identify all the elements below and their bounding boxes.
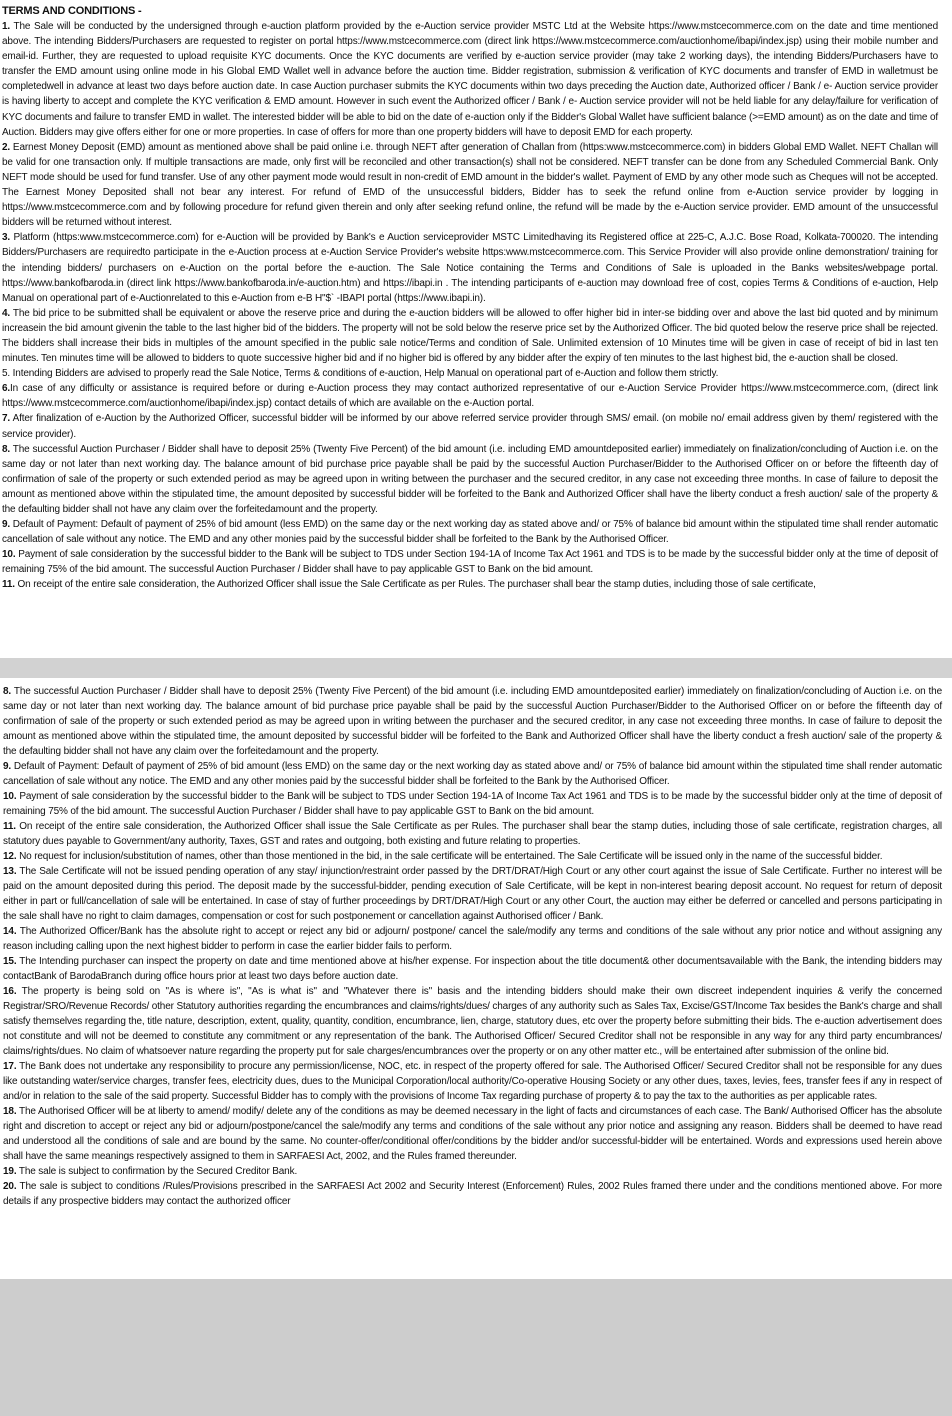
clause-text: The Authorized Officer/Bank has the absolute right to accept or reject any bid or adjourn/ postpone/ cancel the sale/modify any terms and conditions of the sale without any prior notice and without assigning any reason including calling upon the next highest bidder to perform in case the earlier bidder fails to perform. xyxy=(3,926,942,952)
clause xyxy=(2,577,938,592)
clause xyxy=(3,819,942,849)
clause xyxy=(3,864,942,924)
clause xyxy=(3,1104,942,1164)
clause-text: The Intending purchaser can inspect the property on date and time mentioned above at his/her expense. For inspection about the title document& other documentsavailable with the Bank, the intending bidders may contactBank of BarodaBranch during office hours prior at least two days before auction date. xyxy=(3,956,942,982)
clause-text: Platform (https:www.mstcecommerce.com) for e-Auction will be provided by Bank's e Auction serviceprovider MSTC Limitedhaving its Registered office at 225-C, A.J.C. Bose Road, Kolkata-700020. The intending Bidders/Purchasers are requiredto participate in the e-Auction process at e-Auction Service Provider's website https:www.mstcecommerce.com. This Service Provider will also provide online demonstration/ training for the intending bidders/ purchasers on e-Auction on the portal before the e-auction. The Sale Notice containing the Terms and Conditions of Sale is uploaded in the Banks websites/webpage portal. https://www.bankofbaroda.in (direct link https://www.bankofbaroda.in/e-auction.htm) and https://ibapi.in . The intending participants of e-auction may download free of cost, copies Terms & Conditions of e-auction, Help Manual on operational part of e-Auctionrelated to this e-Auction from e-B H"$` -IBAPI portal (https://www.ibapi.in). xyxy=(2,232,938,304)
clause-number: 16. xyxy=(3,986,17,997)
page-gap-white xyxy=(0,643,952,658)
clause-number: 19. xyxy=(3,1166,17,1177)
upper-clause-list xyxy=(2,19,938,593)
clause-number: 6. xyxy=(2,383,11,395)
clause-text: Payment of sale consideration by the successful bidder to the Bank will be subject to TDS under Section 194-1A of Income Tax Act 1961 and TDS is to be made by the successful bidder only at the time of deposit of remaining 75% of the bid amount. The successful Auction Purchaser / Bidder shall have to pay applicable GST to Bank on the bid amount. xyxy=(2,549,938,576)
empty-page-area xyxy=(0,1279,952,1416)
clause-text: The Bank does not undertake any responsibility to procure any permission/license, NOC, etc. in respect of the property offered for sale. The Authorised Officer/ Secured Creditor shall not be responsible for any dues like outstanding water/service charges, transfer fees, electricity dues, dues to the Municipal Corporation/local authority/Co-operative Housing Society or any other dues, taxes, levies, fees, transfer fees if any in respect of and/or in relation to the sale of the said property. Successful Bidder has to comply with the provisions of Income Tax regarding purchase of property & to pay the tax to the authorities as per applicable rates. xyxy=(3,1061,942,1102)
clause xyxy=(2,366,938,381)
clause xyxy=(3,759,942,789)
terms-page-lower xyxy=(0,681,952,1279)
clause-text: After finalization of e-Auction by the Authorized Officer, successful bidder will be informed by our above referred service provider through SMS/ email. (on mobile no/ email address given by them/ registered with the service provider). xyxy=(2,413,938,440)
clause-number: 8. xyxy=(2,443,11,455)
clause-number: 3. xyxy=(2,232,11,244)
clause xyxy=(3,849,942,864)
clause-text: In case of any difficulty or assistance is required before or during e-Auction process they may contact authorized representative of our e-Auction Service Provider https://www.mstcecommerce.com, (direct link https://www.mstcecommerce.com/auctionhome/ibapi/index.jsp) contact details of which are available on the e-Auction portal. xyxy=(2,383,938,410)
clause-number: 20. xyxy=(3,1181,17,1192)
clause-number: 17. xyxy=(3,1061,17,1072)
clause xyxy=(3,1164,942,1179)
clause-text: No request for inclusion/substitution of names, other than those mentioned in the bid, in the sale certificate will be entertained. The Sale Certificate will be issued only in the name of the successful bidder. xyxy=(16,851,883,862)
clause xyxy=(2,411,938,441)
clause-number: 9. xyxy=(2,519,11,531)
page-gap-grey xyxy=(0,658,952,678)
clause-number: 14. xyxy=(3,926,17,937)
clause-text: The Authorised Officer will be at liberty to amend/ modify/ delete any of the conditions as may be deemed necessary in the light of facts and circumstances of each case. The Bank/ Authorised Officer has the absolute right and discretion to accept or reject any bid or adjourn/postpone/cancel the sale/modify any terms and conditions of the sale without any prior notice and assigning any reason. Bidders shall be deemed to have read and understood all the conditions of sale and are bound by the same. No counter-offer/conditional offer/conditions by the bidder and/or successful-bidder will be entertained. Words and expressions used herein above shall have the same meanings respectively assigned to them in SARFAESI Act, 2002, and the Rules framed thereunder. xyxy=(3,1106,942,1162)
clause-number: 11. xyxy=(3,821,16,832)
clause-text: The bid price to be submitted shall be equivalent or above the reserve price and during the e-auction bidders will be allowed to offer higher bid in inter-se bidding over and above the last bid quoted and by minimum increasein the bid amount givenin the table to the last higher bid of the bidders. The property will not be sold below the reserve price set by the Authorized Officer. The bid quoted below the reserve price shall be rejected. The bidders shall increase their bids in multiples of the amount specified in the public sale notice/Terms and condition of Sale. Unlimited extension of 10 Minutes time will be given in case of receipt of bid in last ten minutes. Ten minutes time will be allowed to bidders to quote successive higher bid and if no higher bid is offered by any bidder after the expiry of ten minutes to the last highest bid, the e-auction shall be closed. xyxy=(2,307,938,365)
clause-text: The Sale Certificate will not be issued pending operation of any stay/ injunction/restraint order passed by the DRT/DRAT/High Court or any other court against the issue of Sale Certificate. Further no interest will be paid on the amount deposited during this period. The deposit made by the successful-bidder, pending execution of Sale Certificate, will be kept in non-interest bearing deposit account. No request for return of deposit either in part or full/cancellation of sale will be entertained. In case of stay of further proceedings by DRT/DRAT/High Court or any other Court, the auction may either be deferred or cancelled and persons participating in the sale shall have no right to claim damages, compensation or cost for such postponement or cancellation against Authorised officer / Bank. xyxy=(3,866,942,922)
clause xyxy=(3,789,942,819)
clause-number: 4. xyxy=(2,307,11,319)
clause-text: Payment of sale consideration by the successful bidder to the Bank will be subject to TDS under Section 194-1A of Income Tax Act 1961 and TDS is to be made by the successful bidder only at the time of deposit of remaining 75% of the bid amount. The successful Auction Purchaser / Bidder shall have to pay applicable GST to Bank on the bid amount. xyxy=(3,791,942,817)
clause-text: Default of Payment: Default of payment of 25% of bid amount (less EMD) on the same day or the next working day as stated above and/ or 75% of balance bid amount within the stipulated time shall render automatic cancellation of sale without any notice. The EMD and any other monies paid by the successful bidder shall be forfeited to the Bank by the Authorised Officer. xyxy=(2,519,938,546)
clause xyxy=(3,1059,942,1104)
clause-number: 8. xyxy=(3,686,12,697)
clause xyxy=(2,442,938,517)
clause-text: The sale is subject to confirmation by the Secured Creditor Bank. xyxy=(16,1166,298,1177)
lower-clause-list xyxy=(3,684,942,1209)
clause xyxy=(2,306,938,366)
terms-page-upper xyxy=(0,0,952,643)
clause-text: The Sale will be conducted by the undersigned through e-auction platform provided by the e-Auction service provider MSTC Ltd at the Website https://www.mstcecommerce.com on the date and time mentioned above. The intending Bidders/Purchasers are requested to register on portal https://www.mstcecommerce.com (direct link https://www.mstcecommerce.com/auctionhome/ibapi/index.jsp) using their mobile number and email-id. Further, they are requested to upload requisite KYC documents. Once the KYC documents are verified by e-auction service provider (may take 2 working days), the intending Bidders/Purchasers have to transfer the EMD amount using online mode in his Global EMD Wallet well in advance before the auction time. Bidder registration, submission & verification of KYC documents and transfer of EMD in walletmust be completedwell in advance at least two days before auction date. In case Auction purchaser submits the KYC documents within two days preceding the Auction date, Authorized officer / Bank / e- Auction service provider is having liberty to accept and complete the KYC verification & EMD amount. However in such event the Authorized officer / Bank / e- Auction service provider will not be held liable for any delay/failure for verification of KYC documents and failure to transfer EMD in wallet. The interested bidder will be able to bid on the date of e-auction only if the Bidder's Global Wallet have sufficient balance (>=EMD amount) as on the date and time of Auction. Bidders may give offers either for one or more properties. In case of offers for more than one property bidders will have to deposit EMD for each property. xyxy=(2,21,938,138)
clause xyxy=(2,19,938,140)
clause xyxy=(3,954,942,984)
clause-number: 12. xyxy=(3,851,17,862)
clause-number: 7. xyxy=(2,413,11,425)
clause-text: On receipt of the entire sale consideration, the Authorized Officer shall issue the Sale Certificate as per Rules. The purchaser shall bear the stamp duties, including those of sale certificate, xyxy=(14,579,816,591)
clause-number: 10. xyxy=(3,791,17,802)
clause-text: The sale is subject to conditions /Rules/Provisions prescribed in the SARFAESI Act 2002 and Security Interest (Enforcement) Rules, 2002 Rules framed there under and the conditions mentioned above. For more details if any prospective bidders may contact the authorized officer xyxy=(3,1181,942,1207)
clause-text: On receipt of the entire sale consideration, the Authorized Officer shall issue the Sale Certificate as per Rules. The purchaser shall bear the stamp duties, including those of sale certificate, registration charges, all statutory dues payable to Government/any authority, Taxes, GST and rates and outgoing, both existing and future relating to properties. xyxy=(3,821,942,847)
clause-number: 1. xyxy=(2,21,11,32)
clause xyxy=(2,517,938,547)
clause xyxy=(3,684,942,759)
clause xyxy=(2,140,938,231)
clause xyxy=(3,924,942,954)
clause-text: The successful Auction Purchaser / Bidder shall have to deposit 25% (Twenty Five Percent) of the bid amount (i.e. including EMD amountdeposited earlier) immediately on finalization/concluding of Auction i.e. on the same day or not later than next working day. The balance amount of bid purchase price payable shall be paid by the successful Auction Purchaser/Bidder to the Authorised Officer on or before the fifteenth day of confirmation of sale of the property or such extended period as may be agreed upon in writing between the purchaser and the secured creditor, in any case not exceeding three months. In case of failure to deposit the amount as mentioned above within the stipulated time, the amount deposited by successful bidder will be forfeited to the Bank and Authorized Officer shall have the liberty conduct a fresh auction/ sale of the property & the defaulting bidder shall not have any claim over the forfeitedamount and the property. xyxy=(2,443,938,515)
clause-number: 18. xyxy=(3,1106,17,1117)
clause xyxy=(3,1179,942,1209)
clause xyxy=(2,230,938,305)
clause xyxy=(2,381,938,411)
clause-text: The property is being sold on "As is where is", "As is what is" and "Whatever there is" basis and the intending bidders should make their own discreet independent inquiries & verify the concerned Registrar/SRO/Revenue Records/ other Statutory authorities regarding the encumbrances and claims/rights/dues/ charges of any authority such as Sales Tax, Excise/GST/Income Tax besides the Bank's charge and shall satisfy themselves regarding the, title nature, description, extent, quality, quantity, condition, encumbrance, lien, charge, statutory dues, etc over the property before submitting their bids. The e-auction advertisement does not constitute and will not be deemed to constitute any commitment or any representation of the bank. The Authorised Officer/ Secured Creditor shall not be responsible in any way for any third party encumbrances/ claims/rights/dues. No claim of whatsoever nature regarding the property put for sale charges/encumbrances over the property or on any other matter etc., will be entertained after submission of the online bid. xyxy=(3,986,942,1057)
clause-text: The successful Auction Purchaser / Bidder shall have to deposit 25% (Twenty Five Percent) of the bid amount (i.e. including EMD amountdeposited earlier) immediately on finalization/concluding of Auction i.e. on the same day or not later than next working day. The balance amount of bid purchase price payable shall be paid by the successful Auction Purchaser/Bidder to the Authorised Officer on or before the fifteenth day of confirmation of sale of the property or such extended period as may be agreed upon in writing between the purchaser and the secured creditor, in any case not exceeding three months. In case of failure to deposit the amount as mentioned above within the stipulated time, the amount deposited by successful bidder will be forfeited to the Bank and Authorized Officer shall have the liberty conduct a fresh auction/ sale of the property & the defaulting bidder shall not have any claim over the forfeitedamount and the property. xyxy=(3,686,942,757)
clause-text: Earnest Money Deposit (EMD) amount as mentioned above shall be paid online i.e. through NEFT after generation of Challan from (https:www.mstcecommerce.com) in bidders Global EMD Wallet. NEFT Challan will be valid for one transaction only. If multiple transactions are made, only first will be reconciled and other transaction(s) shall not be considered. NEFT transfer can be done from any Scheduled Commercial Bank. Only NEFT mode should be used for fund transfer. Use of any other payment mode would result in non-credit of EMD amount in the bidder's wallet. Payment of EMD by any other mode such as Cheques will not be accepted. The Earnest Money Deposited shall not bear any interest. For refund of EMD of the unsuccessful bidders, Bidder has to seek the refund online from e-Auction service provider by logging in https://www.mstcecommerce.com and by following procedure for refund given therein and only after seeking refund online, the refund will be made by the e-Auction service provider. EMD amount of the unsuccessful bidders will be returned without interest. xyxy=(2,141,938,229)
clause-number: 2. xyxy=(2,141,11,153)
clause xyxy=(2,547,938,577)
clause-number: 13. xyxy=(3,866,17,877)
clause-text: Default of Payment: Default of payment of 25% of bid amount (less EMD) on the same day or the next working day as stated above and/ or 75% of balance bid amount within the stipulated time shall render automatic cancellation of sale without any notice. The EMD and any other monies paid by the successful bidder shall be forfeited to the Bank by the Authorised Officer. xyxy=(3,761,942,787)
clause-text: 5. Intending Bidders are advised to properly read the Sale Notice, Terms & conditions of e-auction, Help Manual on operational part of e-Auction and follow them strictly. xyxy=(2,368,719,380)
clause-number: 10. xyxy=(2,549,16,561)
clause-number: 9. xyxy=(3,761,12,772)
clause-number: 11. xyxy=(2,579,15,591)
clause-number: 15. xyxy=(3,956,17,967)
terms-heading: TERMS AND CONDITIONS - xyxy=(2,5,142,17)
clause xyxy=(3,984,942,1059)
